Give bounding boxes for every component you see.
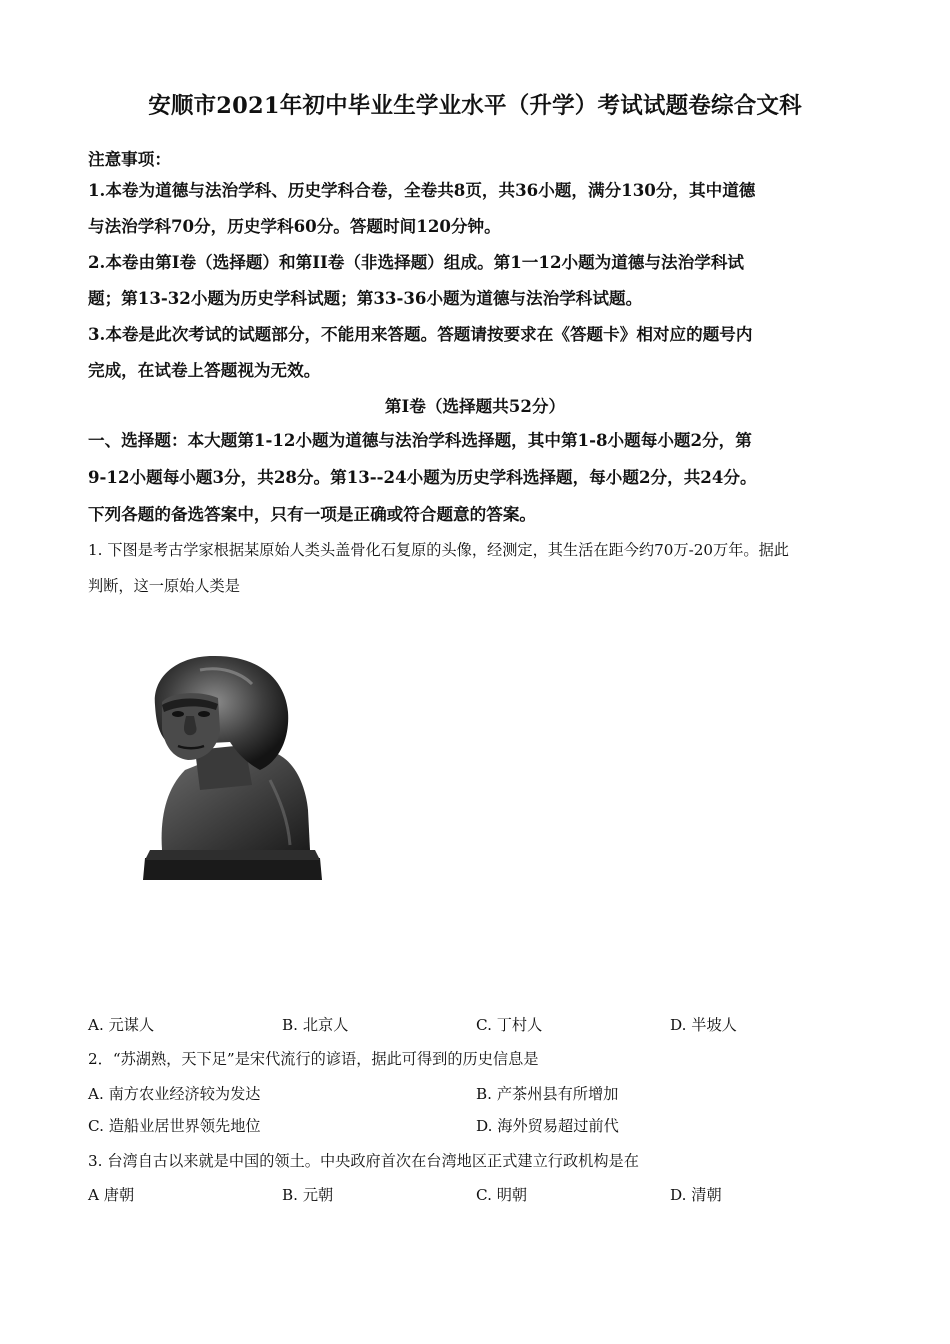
- question-3-option-b: B. 元朝: [282, 1186, 334, 1204]
- question-2-option-c: C. 造船业居世界领先地位: [88, 1117, 261, 1135]
- question-3-option-a: A 唐朝: [88, 1186, 135, 1204]
- question-2-option-d: D. 海外贸易超过前代: [476, 1117, 619, 1135]
- question-1-option-a: A. 元谋人: [88, 1016, 155, 1034]
- exam-title: 安顺市2021年初中毕业生学业水平（升学）考试试题卷综合文科: [148, 93, 802, 119]
- section-title: 第Ⅰ卷（选择题共52分）: [384, 396, 566, 416]
- notice-line: 2.本卷由第Ⅰ卷（选择题）和第ⅠⅠ卷（非选择题）组成。第1一12小题为道德与法治学科试: [88, 252, 745, 272]
- question-1-option-b: B. 北京人: [282, 1016, 349, 1034]
- question-1-stem: 判断，这一原始人类是: [88, 577, 240, 595]
- question-3-option-d: D. 清朝: [670, 1186, 722, 1204]
- question-3-option-c: C. 明朝: [476, 1186, 528, 1204]
- question-2-option-a: A. 南方农业经济较为发达: [88, 1085, 261, 1103]
- instruction-line: 9-12小题每小题3分，共28分。第13--24小题为历史学科选择题，每小题2分，共24分。: [88, 467, 757, 487]
- question-1-stem: 1. 下图是考古学家根据某原始人类头盖骨化石复原的头像，经测定，其生活在距今约70万-20万年。据此: [88, 541, 789, 559]
- notice-line: 完成，在试卷上答题视为无效。: [88, 360, 321, 380]
- question-2-stem: 2．“苏湖熟，天下足”是宋代流行的谚语，据此可得到的历史信息是: [88, 1050, 539, 1068]
- notice-line: 题；第13-32小题为历史学科试题；第33-36小题为道德与法治学科试题。: [88, 288, 643, 308]
- question-3-stem: 3. 台湾自古以来就是中国的领土。中央政府首次在台湾地区正式建立行政机构是在: [88, 1152, 639, 1170]
- hominid-bust-image: [140, 650, 325, 885]
- notice-line: 1.本卷为道德与法治学科、历史学科合卷，全卷共8页，共36小题，满分130分，其中道德: [88, 180, 756, 200]
- question-1-option-c: C. 丁村人: [476, 1016, 543, 1034]
- question-2-option-b: B. 产茶州县有所增加: [476, 1085, 619, 1103]
- notice-line: 与法治学科70分，历史学科60分。答题时间120分钟。: [88, 216, 501, 236]
- instruction-line: 一、选择题：本大题第1-12小题为道德与法治学科选择题，其中第1-8小题每小题2分，第: [88, 430, 752, 450]
- notice-line: 3.本卷是此次考试的试题部分，不能用来答题。答题请按要求在《答题卡》相对应的题号内: [88, 324, 753, 344]
- instruction-line: 下列各题的备选答案中，只有一项是正确或符合题意的答案。: [88, 504, 537, 524]
- notice-heading: 注意事项：: [88, 149, 171, 169]
- question-1-option-d: D. 半坡人: [670, 1016, 737, 1034]
